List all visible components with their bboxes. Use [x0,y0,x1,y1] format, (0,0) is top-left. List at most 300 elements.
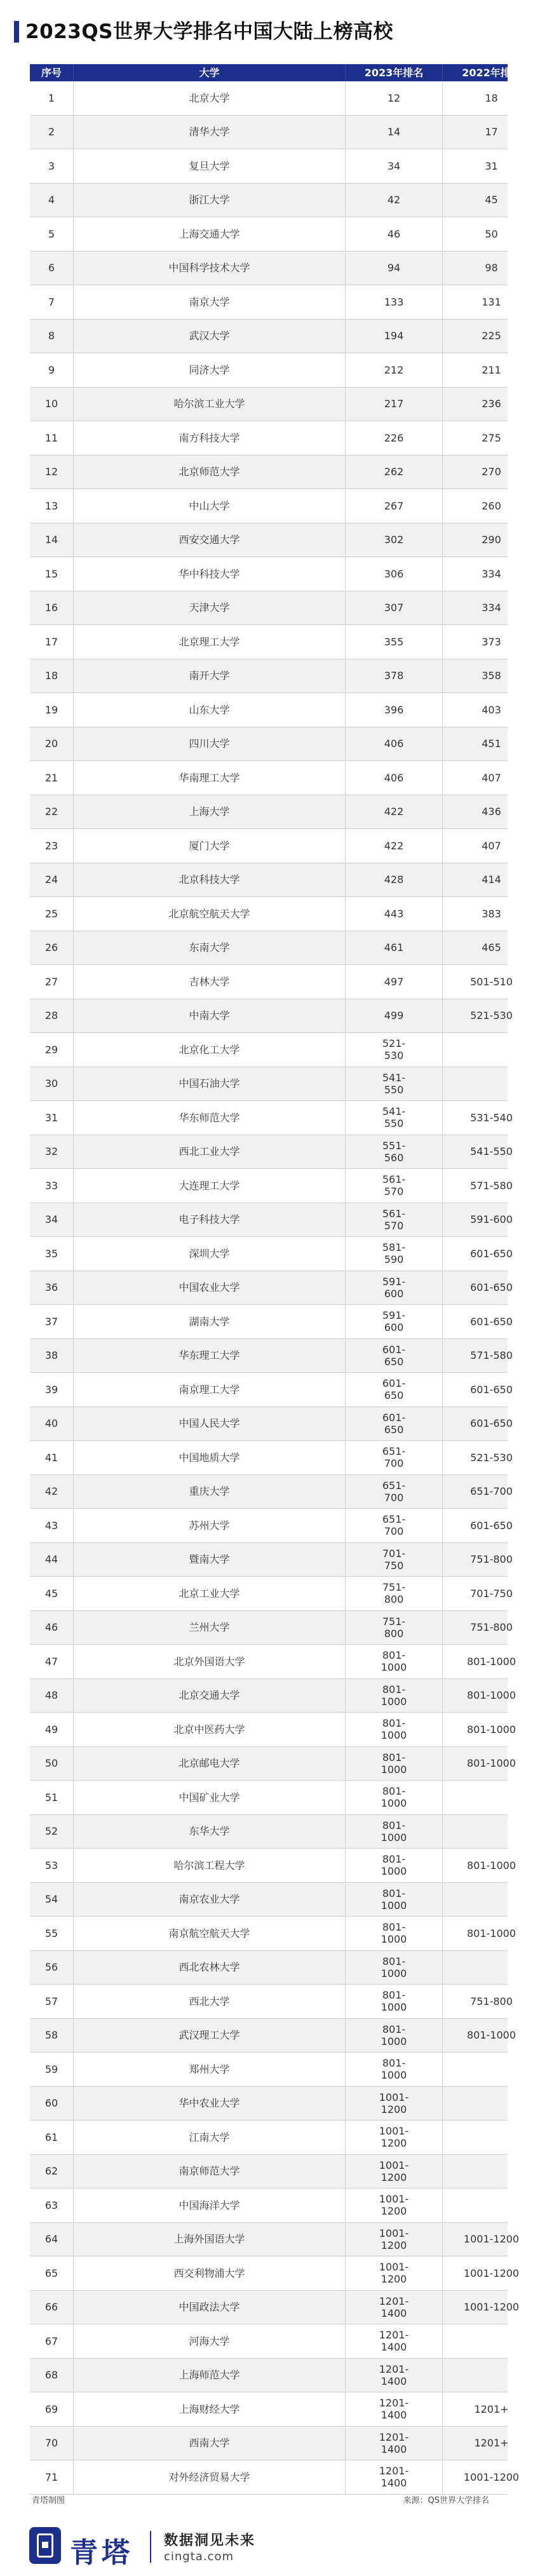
rank-2023-cell: 428 [384,873,404,886]
university-cell: 武汉理工大学 [179,2029,240,2042]
rank-2023-cell: 801- 1000 [381,1955,407,1979]
rank-cell: 50 [44,1757,58,1770]
rank-2023-cell: 422 [384,806,404,818]
university-cell: 大连理工大学 [179,1179,240,1192]
rank-2022-cell: 601-650 [470,1315,513,1328]
rank-cell: 42 [44,1485,58,1498]
table-row [30,2188,508,2223]
rank-2022-cell: 571-580 [470,1349,513,1362]
university-cell: 南京师范大学 [179,2165,240,2178]
brand-name: 青塔 [70,2537,133,2569]
university-cell: 北京交通大学 [179,1689,240,1702]
rank-2023-cell: 801- 1000 [381,1921,407,1946]
rank-cell: 53 [44,1859,58,1871]
rank-cell: 5 [48,227,55,240]
title-accent-bar [14,21,19,43]
university-cell: 暨南大学 [189,1553,230,1566]
rank-2023-cell: 12 [387,91,401,104]
table-row [30,2392,508,2427]
university-cell: 武汉大学 [189,330,230,342]
university-cell: 同济大学 [189,363,230,376]
rank-2023-cell: 226 [384,431,404,444]
table-row [30,1543,513,1577]
rank-2023-cell: 601- 650 [382,1411,406,1436]
table-row [30,2121,508,2155]
table-row [30,1611,513,1645]
rank-2022-cell: 1001-1200 [463,2301,520,2314]
table-row [30,2223,520,2257]
rank-cell: 65 [44,2267,58,2279]
rank-cell: 58 [44,2029,58,2042]
rank-cell: 6 [48,262,55,274]
table-row [30,1271,513,1305]
rank-2023-cell: 443 [384,907,404,920]
rank-2022-cell: 751-800 [470,1995,513,2007]
table-row [30,2087,508,2121]
table-row [30,693,508,727]
university-cell: 西北农林大学 [179,1961,240,1974]
rank-cell: 71 [44,2471,58,2483]
rank-cell: 60 [44,2097,58,2110]
brand-logo-icon [29,2527,61,2564]
university-cell: 西交利物浦大学 [173,2267,245,2279]
rank-cell: 9 [48,363,55,376]
rank-cell: 66 [44,2301,58,2314]
rank-2022-cell: 531-540 [470,1111,513,1124]
university-cell: 东华大学 [189,1825,230,1838]
university-cell: 上海交通大学 [179,227,240,240]
table-row [30,2324,508,2359]
university-cell: 中国石油大学 [179,1077,240,1090]
table-row [30,1373,513,1407]
table-row [30,1815,508,1849]
table-row [30,1067,508,1102]
rank-2023-cell: 42 [387,194,401,206]
rank-2023-cell: 581- 590 [382,1241,406,1266]
university-cell: 北京航空航天大学 [168,907,250,920]
rank-2023-cell: 34 [387,159,401,172]
table-row [30,1883,508,1917]
rank-2023-cell: 1001- 1200 [379,2193,409,2218]
table-row [30,1441,513,1475]
page-title: 2023QS世界大学排名中国大陆上榜高校 [25,20,393,43]
rank-2022-cell: 407 [482,771,501,784]
rank-2023-cell: 651- 700 [382,1513,406,1538]
rank-2023-cell: 94 [387,262,401,274]
table-row [30,1135,513,1170]
rank-2022-cell: 270 [482,466,501,478]
rank-2022-cell: 801-1000 [466,1689,516,1702]
rank-cell: 67 [44,2335,58,2347]
rank-2022-cell: 1001-1200 [463,2267,520,2279]
university-cell: 南京大学 [189,295,230,308]
university-cell: 西南大学 [189,2437,230,2450]
rank-2022-cell: 334 [482,567,501,580]
rank-cell: 12 [44,466,58,478]
rank-2023-cell: 267 [384,499,404,512]
rank-cell: 26 [44,941,58,954]
rank-2022-cell: 601-650 [470,1383,513,1396]
rank-cell: 49 [44,1723,58,1736]
rank-2022-cell: 651-700 [470,1485,513,1498]
rank-2023-cell: 801- 1000 [381,1819,407,1844]
table-row [30,2460,520,2495]
university-cell: 上海外国语大学 [173,2233,245,2246]
table-row [30,1339,513,1373]
table-row [30,557,508,591]
rank-cell: 17 [44,635,58,648]
rank-2023-cell: 1201- 1400 [379,2397,409,2422]
rank-2023-cell: 591- 600 [382,1309,406,1334]
rank-cell: 44 [44,1553,58,1566]
table-row [30,2291,520,2325]
university-cell: 中国政法大学 [179,2301,240,2314]
rank-2023-cell: 521- 530 [382,1037,406,1062]
table-row [30,761,508,795]
table-row [30,149,508,184]
rank-2022-cell [443,2053,540,2086]
rank-cell: 18 [44,670,58,682]
university-cell: 清华大学 [189,126,230,138]
rank-2023-cell: 561- 570 [382,1207,406,1232]
rank-2022-cell [443,1951,540,1985]
rank-2022-cell [443,2188,540,2222]
rank-2023-cell: 551- 560 [382,1139,406,1164]
rank-2023-cell: 306 [384,567,404,580]
table-row [30,421,508,455]
table-row [30,1237,513,1271]
rank-2022-cell: 1201+ [474,2403,509,2415]
university-cell: 兰州大学 [189,1621,230,1634]
university-cell: 南京农业大学 [179,1893,240,1906]
university-cell: 北京中医药大学 [173,1723,245,1736]
rank-2023-cell: 561- 570 [382,1173,406,1198]
table-row [30,1917,516,1951]
university-cell: 南方科技大学 [179,431,240,444]
rank-cell: 30 [44,1077,58,1090]
university-cell: 哈尔滨工业大学 [173,398,245,410]
rank-cell: 51 [44,1791,58,1804]
rank-cell: 21 [44,771,58,784]
rank-cell: 46 [44,1621,58,1634]
rank-2022-cell: 383 [482,907,501,920]
rank-2022-cell [443,2359,540,2392]
rank-2023-cell: 1001- 1200 [379,2125,409,2150]
university-cell: 中国海洋大学 [179,2199,240,2211]
table-row [30,2427,508,2461]
rank-2023-cell: 651- 700 [382,1479,406,1504]
university-cell: 北京工业大学 [179,1587,240,1600]
table-row [30,2155,508,2189]
rank-cell: 32 [44,1145,58,1158]
rank-cell: 34 [44,1213,58,1226]
university-cell: 中国地质大学 [179,1451,240,1464]
rank-2022-cell: 801-1000 [466,2029,516,2042]
table-row [30,897,508,931]
rank-2023-cell: 801- 1000 [381,1989,407,2014]
rank-cell: 24 [44,873,58,886]
rank-cell: 14 [44,534,58,546]
rank-cell: 13 [44,499,58,512]
university-cell: 北京科技大学 [179,873,240,886]
rank-2023-cell: 14 [387,126,401,138]
university-cell: 中山大学 [189,499,230,512]
rank-2023-cell: 651- 700 [382,1445,406,1470]
table-row [30,1713,516,1747]
brand-slogan: 数据洞见未来 [164,2533,256,2549]
table-row [30,353,508,388]
ranking-table [30,64,521,2495]
brand-url: cingta.com [164,2550,234,2563]
rank-cell: 4 [48,194,55,206]
rank-2022-cell [443,1033,540,1067]
rank-2023-cell: 801- 1000 [381,1853,407,1878]
table-row [30,1577,513,1611]
rank-2023-cell: 751- 800 [382,1615,406,1640]
rank-2022-cell: 801-1000 [466,1859,516,1871]
rank-2022-cell: 211 [482,363,501,376]
rank-2022-cell: 1201+ [474,2437,509,2450]
table-row [30,965,513,999]
table-row [30,523,508,558]
table-row [30,1951,508,1985]
rank-cell: 70 [44,2437,58,2450]
rank-cell: 64 [44,2233,58,2246]
rank-2022-cell: 601-650 [470,1281,513,1294]
rank-2022-cell: 521-530 [470,1451,513,1464]
rank-2023-cell: 378 [384,670,404,682]
source-note: 来源：QS世界大学排名 [403,2496,489,2505]
rank-2022-cell: 1001-1200 [463,2233,520,2246]
rank-2022-cell: 414 [482,873,501,886]
university-cell: 东南大学 [189,941,230,954]
university-cell: 西北大学 [189,1995,230,2007]
rank-cell: 2 [48,126,55,138]
rank-2023-cell: 396 [384,703,404,716]
rank-2022-cell: 17 [485,126,498,138]
university-cell: 南开大学 [189,670,230,682]
rank-2023-cell: 461 [384,941,404,954]
rank-2022-cell [443,1067,540,1101]
university-cell: 四川大学 [189,738,230,750]
rank-cell: 7 [48,295,55,308]
table-row [30,863,508,898]
rank-cell: 62 [44,2165,58,2178]
rank-2022-cell [443,2324,540,2358]
rank-2022-cell: 358 [482,670,501,682]
table-row [30,1033,508,1067]
rank-2022-cell: 407 [482,839,501,852]
rank-cell: 69 [44,2403,58,2415]
table-row [30,1781,508,1815]
rank-cell: 23 [44,839,58,852]
university-cell: 北京理工大学 [179,635,240,648]
rank-2022-cell: 451 [482,738,501,750]
rank-2022-cell: 501-510 [470,975,513,988]
university-cell: 北京外国语大学 [173,1655,245,1668]
table-row [30,591,508,626]
rank-cell: 48 [44,1689,58,1702]
rank-2022-cell: 373 [482,635,501,648]
university-cell: 电子科技大学 [179,1213,240,1226]
university-cell: 天津大学 [189,602,230,614]
rank-2022-cell: 801-1000 [466,1723,516,1736]
table-row [30,659,508,694]
rank-cell: 57 [44,1995,58,2007]
rank-cell: 25 [44,907,58,920]
university-cell: 上海财经大学 [179,2403,240,2415]
university-cell: 中国人民大学 [179,1417,240,1430]
rank-2022-cell: 403 [482,703,501,716]
rank-2022-cell [443,1815,540,1849]
rank-2023-cell: 801- 1000 [381,1649,407,1674]
table-row [30,1305,513,1339]
rank-2023-cell: 751- 800 [382,1581,406,1606]
rank-cell: 41 [44,1451,58,1464]
column-header-university: 大学 [199,67,220,79]
rank-2022-cell: 260 [482,499,501,512]
rank-2023-cell: 1201- 1400 [379,2465,409,2490]
rank-cell: 55 [44,1927,58,1939]
table-row [30,727,508,762]
rank-2023-cell: 801- 1000 [381,1683,407,1708]
rank-2023-cell: 701- 750 [382,1547,406,1572]
university-cell: 北京师范大学 [179,466,240,478]
rank-2023-cell: 262 [384,466,404,478]
rank-2023-cell: 541- 550 [382,1105,406,1130]
university-cell: 中国农业大学 [179,1281,240,1294]
rank-2022-cell: 18 [485,91,498,104]
rank-2022-cell: 98 [485,262,498,274]
university-cell: 北京化工大学 [179,1043,240,1056]
brand-footer [0,2516,508,2576]
rank-2022-cell: 334 [482,602,501,614]
rank-2022-cell: 225 [482,330,501,342]
rank-2022-cell: 465 [482,941,501,954]
rank-cell: 1 [48,91,55,104]
rank-2022-cell: 45 [485,194,498,206]
rank-2022-cell: 601-650 [470,1247,513,1260]
university-cell: 上海师范大学 [179,2369,240,2382]
rank-2023-cell: 46 [387,227,401,240]
rank-2023-cell: 497 [384,975,404,988]
rank-cell: 43 [44,1519,58,1532]
university-cell: 南京理工大学 [179,1383,240,1396]
university-cell: 中国科学技术大学 [168,262,250,274]
rank-2022-cell [443,1781,540,1814]
rank-cell: 52 [44,1825,58,1838]
university-cell: 郑州大学 [189,2063,230,2075]
university-cell: 重庆大学 [189,1485,230,1498]
rank-cell: 19 [44,703,58,716]
rank-cell: 27 [44,975,58,988]
rank-2023-cell: 801- 1000 [381,2057,407,2082]
university-cell: 华东师范大学 [179,1111,240,1124]
rank-2023-cell: 1001- 1200 [379,2159,409,2183]
table-row [30,999,513,1034]
rank-cell: 36 [44,1281,58,1294]
header [0,0,508,61]
rank-cell: 45 [44,1587,58,1600]
rank-cell: 11 [44,431,58,444]
rank-2022-cell: 601-650 [470,1519,513,1532]
rank-cell: 10 [44,398,58,410]
table-row [30,489,508,523]
rank-cell: 56 [44,1961,58,1974]
rank-cell: 29 [44,1043,58,1056]
rank-2023-cell: 1201- 1400 [379,2363,409,2387]
university-cell: 浙江大学 [189,194,230,206]
rank-2022-cell: 1001-1200 [463,2471,520,2483]
rank-2022-cell: 801-1000 [466,1655,516,1668]
rank-2022-cell: 131 [482,295,501,308]
rank-2022-cell: 275 [482,431,501,444]
rank-cell: 15 [44,567,58,580]
rank-2022-cell: 701-750 [470,1587,513,1600]
rank-cell: 39 [44,1383,58,1396]
table-row [30,1509,513,1543]
university-cell: 山东大学 [189,703,230,716]
university-cell: 江南大学 [189,2131,230,2143]
rank-cell: 40 [44,1417,58,1430]
rank-cell: 20 [44,738,58,750]
rank-2022-cell: 436 [482,806,501,818]
rank-2023-cell: 212 [384,363,404,376]
table-row [30,1407,513,1441]
rank-cell: 28 [44,1009,58,1022]
university-cell: 对外经济贸易大学 [168,2471,250,2483]
rank-2023-cell: 1201- 1400 [379,2295,409,2319]
table-row [30,1475,513,1509]
rank-cell: 38 [44,1349,58,1362]
table-row [30,2256,520,2291]
table-row [30,2359,508,2393]
table-header [30,64,521,81]
university-cell: 华南理工大学 [179,771,240,784]
column-header-2023-rank: 2023年排名 [364,67,424,79]
rank-2022-cell: 521-530 [470,1009,513,1022]
rank-2022-cell: 571-580 [470,1179,513,1192]
rank-2023-cell: 801- 1000 [381,1751,407,1776]
rank-2022-cell: 591-600 [470,1213,513,1226]
rank-2023-cell: 355 [384,635,404,648]
credit-note: 青塔制图 [32,2496,65,2505]
university-cell: 厦门大学 [189,839,230,852]
rank-2022-cell: 801-1000 [466,1757,516,1770]
rank-cell: 68 [44,2369,58,2382]
table-row [30,829,508,863]
university-cell: 中南大学 [189,1009,230,1022]
table-row [30,1101,513,1135]
column-header-2022-rank: 2022年排名 [462,67,521,79]
rank-2023-cell: 1001- 1200 [379,2261,409,2286]
university-cell: 南京航空航天大学 [168,1927,250,1939]
rank-cell: 16 [44,602,58,614]
table-row [30,285,508,320]
rank-2022-cell [443,2087,540,2121]
rank-cell: 47 [44,1655,58,1668]
table-row [30,81,508,116]
rank-2022-cell: 751-800 [470,1621,513,1634]
university-cell: 华中科技大学 [179,567,240,580]
university-cell: 中国矿业大学 [179,1791,240,1804]
rank-2023-cell: 302 [384,534,404,546]
rank-2023-cell: 217 [384,398,404,410]
table-row [30,2053,508,2087]
university-cell: 吉林大学 [189,975,230,988]
rank-2022-cell [443,1883,540,1917]
table-row [30,795,508,830]
